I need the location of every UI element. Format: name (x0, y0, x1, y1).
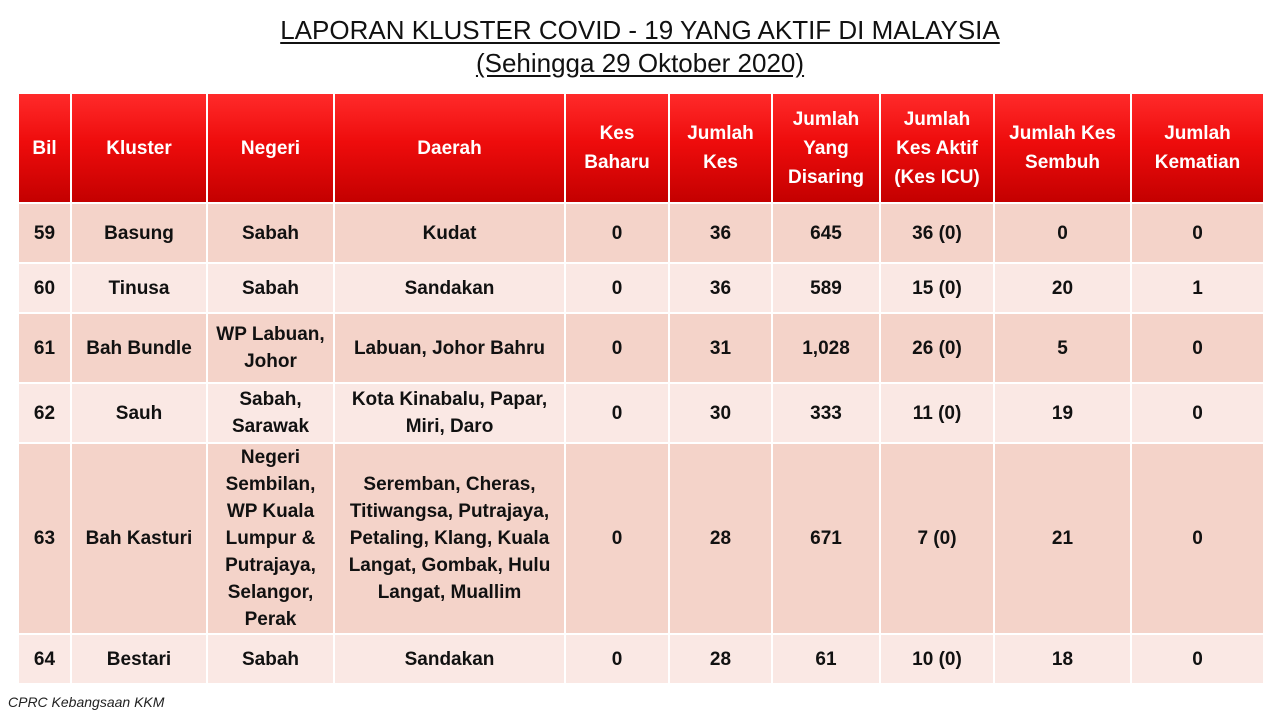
cell-bil: 63 (18, 443, 71, 634)
col-header-daerah: Daerah (334, 93, 565, 203)
cell-sembuh: 20 (994, 263, 1131, 313)
cell-negeri: Negeri Sembilan, WP Kuala Lumpur & Putrajaya, Selangor, Perak (207, 443, 334, 634)
col-header-kluster: Kluster (71, 93, 207, 203)
col-header-jumlah-disaring: Jumlah Yang Disaring (772, 93, 880, 203)
cell-kes-baharu: 0 (565, 203, 669, 263)
cell-disaring: 589 (772, 263, 880, 313)
cell-disaring: 1,028 (772, 313, 880, 383)
cell-kluster: Basung (71, 203, 207, 263)
cell-disaring: 61 (772, 634, 880, 684)
cell-kluster: Bah Kasturi (71, 443, 207, 634)
cell-kematian: 0 (1131, 203, 1264, 263)
cell-disaring: 671 (772, 443, 880, 634)
cell-jumlah-kes: 28 (669, 443, 772, 634)
cell-daerah: Sandakan (334, 263, 565, 313)
cell-sembuh: 5 (994, 313, 1131, 383)
cell-kluster: Sauh (71, 383, 207, 443)
cell-sembuh: 19 (994, 383, 1131, 443)
cell-kematian: 0 (1131, 313, 1264, 383)
cell-aktif-icu: 36 (0) (880, 203, 994, 263)
cell-jumlah-kes: 36 (669, 203, 772, 263)
cell-bil: 60 (18, 263, 71, 313)
cell-negeri: WP Labuan, Johor (207, 313, 334, 383)
cell-daerah: Kota Kinabalu, Papar, Miri, Daro (334, 383, 565, 443)
cell-disaring: 645 (772, 203, 880, 263)
cell-kes-baharu: 0 (565, 634, 669, 684)
cell-negeri: Sabah (207, 634, 334, 684)
col-header-bil: Bil (18, 93, 71, 203)
cell-aktif-icu: 7 (0) (880, 443, 994, 634)
cell-kematian: 0 (1131, 383, 1264, 443)
cell-kes-baharu: 0 (565, 263, 669, 313)
cell-daerah: Labuan, Johor Bahru (334, 313, 565, 383)
table-row (18, 263, 1264, 313)
cell-kematian: 0 (1131, 443, 1264, 634)
report-title: LAPORAN KLUSTER COVID - 19 YANG AKTIF DI MALAYSIA (280, 15, 1000, 45)
cell-bil: 61 (18, 313, 71, 383)
cell-disaring: 333 (772, 383, 880, 443)
table-row (18, 203, 1264, 263)
cell-kematian: 1 (1131, 263, 1264, 313)
source-footer: CPRC Kebangsaan KKM (8, 694, 165, 710)
cell-sembuh: 21 (994, 443, 1131, 634)
cell-bil: 59 (18, 203, 71, 263)
table-row (18, 443, 1264, 634)
col-header-kes-baharu: Kes Baharu (565, 93, 669, 203)
cell-negeri: Sabah (207, 203, 334, 263)
cell-jumlah-kes: 28 (669, 634, 772, 684)
col-header-negeri: Negeri (207, 93, 334, 203)
cell-aktif-icu: 10 (0) (880, 634, 994, 684)
cell-aktif-icu: 11 (0) (880, 383, 994, 443)
cell-sembuh: 0 (994, 203, 1131, 263)
table-row (18, 383, 1264, 443)
cell-kes-baharu: 0 (565, 443, 669, 634)
cell-kes-baharu: 0 (565, 313, 669, 383)
cell-daerah: Kudat (334, 203, 565, 263)
cell-bil: 64 (18, 634, 71, 684)
cell-bil: 62 (18, 383, 71, 443)
cell-negeri: Sabah, Sarawak (207, 383, 334, 443)
col-header-jumlah-kes: Jumlah Kes (669, 93, 772, 203)
cell-aktif-icu: 15 (0) (880, 263, 994, 313)
cell-jumlah-kes: 31 (669, 313, 772, 383)
table-row (18, 313, 1264, 383)
col-header-kes-aktif-icu: Jumlah Kes Aktif (Kes ICU) (880, 93, 994, 203)
cell-kematian: 0 (1131, 634, 1264, 684)
cell-jumlah-kes: 30 (669, 383, 772, 443)
report-subtitle-date: (Sehingga 29 Oktober 2020) (475, 48, 805, 78)
cell-daerah: Seremban, Cheras, Titiwangsa, Putrajaya, Petaling, Klang, Kuala Langat, Gombak, Hulu Langat, Muallim (334, 443, 565, 634)
cell-negeri: Sabah (207, 263, 334, 313)
cell-jumlah-kes: 36 (669, 263, 772, 313)
cell-kes-baharu: 0 (565, 383, 669, 443)
table-row (18, 634, 1264, 684)
cell-kluster: Bah Bundle (71, 313, 207, 383)
cell-sembuh: 18 (994, 634, 1131, 684)
cell-kluster: Tinusa (71, 263, 207, 313)
col-header-kematian: Jumlah Kematian (1131, 93, 1264, 203)
cluster-table (17, 92, 1265, 685)
cell-aktif-icu: 26 (0) (880, 313, 994, 383)
cell-daerah: Sandakan (334, 634, 565, 684)
cell-kluster: Bestari (71, 634, 207, 684)
col-header-kes-sembuh: Jumlah Kes Sembuh (994, 93, 1131, 203)
report-title-block (0, 14, 1280, 80)
table-header-row (18, 93, 1264, 203)
